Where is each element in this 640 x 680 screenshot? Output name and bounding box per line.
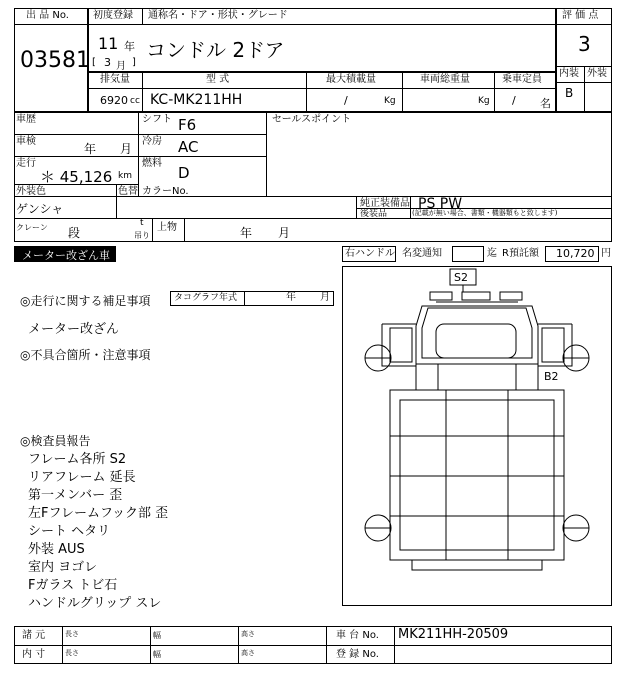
displacement-label: 排気量 xyxy=(100,74,130,85)
crane-lift-label: 吊り xyxy=(134,231,150,240)
history-label: 車歴 xyxy=(16,114,36,125)
tampered-meter-banner-text: メーター改ざん車 xyxy=(22,249,110,262)
mileage-unit: km xyxy=(118,171,132,181)
overall-grade: 3 xyxy=(578,32,591,56)
max-load-unit: Kg xyxy=(384,96,396,106)
inspector-item: 第一メンバー 歪 xyxy=(28,488,123,503)
inspector-item: Fガラス トビ石 xyxy=(28,578,118,593)
inspector-item: フレーム各所 S2 xyxy=(28,452,127,467)
tachograph-year-unit: 年 xyxy=(286,292,296,303)
lot-number: 03581 xyxy=(20,48,90,73)
fuel-label: 燃料 xyxy=(142,158,162,169)
displacement-unit: cc xyxy=(130,96,140,106)
inspector-item: リアフレーム 延長 xyxy=(28,470,136,485)
inspector-item: 室内 ヨゴレ xyxy=(28,560,98,575)
defects-label: ◎不具合箇所・注意事項 xyxy=(20,348,151,362)
inspector-item: 左Fフレームフック部 歪 xyxy=(28,506,169,521)
recycle-amount: 10,720 xyxy=(556,247,595,260)
capacity-value: / xyxy=(512,94,516,107)
equipment-value: PS PW xyxy=(418,196,463,212)
top-body-label: 上物 xyxy=(157,222,177,233)
interior-grade: B xyxy=(565,86,574,100)
right-hand-drive-label: 右ハンドル xyxy=(345,248,395,259)
max-load-label: 最大積載量 xyxy=(326,74,376,85)
capacity-label: 乗車定員 xyxy=(502,74,542,85)
cab-windshield xyxy=(436,324,516,358)
month-unit: 月 xyxy=(116,61,126,72)
first-registration-label: 初度登録 xyxy=(93,10,133,21)
inner-height-label: 高さ xyxy=(241,649,255,657)
shift-label: シフト xyxy=(142,114,172,125)
displacement-value: 6920 xyxy=(100,94,128,107)
inspection-month-unit: 月 xyxy=(120,142,133,156)
inspector-item: シート ヘタリ xyxy=(28,524,111,539)
color-change-label: 色替 xyxy=(118,186,138,197)
equipment-label: 純正装備品 xyxy=(360,198,410,209)
exterior-label: 外装 xyxy=(587,68,607,79)
recycle-until-label: 迄 xyxy=(487,248,497,259)
max-load-value: / xyxy=(344,94,348,107)
grade-label: 評 価 点 xyxy=(562,10,599,21)
aftermarket-note: (記載が無い場合、書類・機器類もと致します) xyxy=(412,209,558,217)
inspector-item: 外装 AUS xyxy=(28,542,85,557)
interior-label: 内装 xyxy=(559,68,579,79)
exterior-color-value: ゲンシャ xyxy=(16,202,64,216)
chassis-number: MK211HH-20509 xyxy=(398,627,509,642)
model-code-label: 型 式 xyxy=(206,74,230,85)
length-label: 長さ xyxy=(65,630,79,638)
gross-weight-label: 車両総重量 xyxy=(420,74,470,85)
sales-point-label: セールスポイント xyxy=(272,114,352,125)
top-body-month-unit: 月 xyxy=(278,226,291,240)
inspector-item: ハンドルグリップ スレ xyxy=(28,596,162,611)
inspection-year-unit: 年 xyxy=(84,142,97,156)
capacity-unit: 名 xyxy=(540,97,551,110)
inner-dimensions-label: 内 寸 xyxy=(22,649,46,660)
recycle-unit: 円 xyxy=(601,248,611,259)
inner-width-label: 幅 xyxy=(153,650,161,659)
aftermarket-label: 後装品 xyxy=(360,209,388,219)
mileage-value: ＊ 45,126 xyxy=(40,168,113,186)
crane-stage-unit: 段 xyxy=(68,226,81,240)
model-description-label: 通称名・ドア・形状・グレード xyxy=(148,10,288,21)
shift-value: F6 xyxy=(178,116,197,134)
inspector-report-label: ◎検査員報告 xyxy=(20,434,91,448)
tachograph-label: タコグラフ年式 xyxy=(174,293,238,303)
first-registration-year: 11 xyxy=(98,34,119,53)
tachograph-month-unit: 月 xyxy=(320,292,330,303)
aircon-label: 冷房 xyxy=(142,136,162,147)
exterior-color-label: 外装色 xyxy=(16,186,46,197)
cargo-bed xyxy=(390,390,564,560)
left-door xyxy=(416,364,438,390)
gross-weight-unit: Kg xyxy=(478,96,490,106)
aircon-value: AC xyxy=(178,138,199,156)
driving-note-text: メーター改ざん xyxy=(28,322,120,337)
s2-marker: S2 xyxy=(454,271,468,284)
inspection-label: 車検 xyxy=(16,136,36,147)
right-door xyxy=(516,364,538,390)
inner-length-label: 長さ xyxy=(65,649,79,657)
registration-number-label: 登 録 No. xyxy=(336,649,379,660)
cab-roof-left xyxy=(430,292,452,300)
chassis-number-label: 車 台 No. xyxy=(336,630,379,641)
name-change-box xyxy=(452,246,484,262)
lot-number-label: 出 品 No. xyxy=(26,10,69,21)
crane-label: クレーン xyxy=(16,223,48,232)
name-change-label: 名変通知 xyxy=(402,248,442,259)
first-registration-month: 3 xyxy=(104,56,111,69)
car-name: コンドル 2ドア xyxy=(146,38,285,62)
cab-roof-center xyxy=(462,292,490,300)
year-unit: 年 xyxy=(124,40,135,53)
fuel-value: D xyxy=(178,164,190,182)
cab-body xyxy=(416,306,538,364)
width-label: 幅 xyxy=(153,631,161,640)
rear-bumper xyxy=(412,560,542,570)
cab-roof-right xyxy=(500,292,522,300)
top-body-year-unit: 年 xyxy=(240,226,253,240)
b2-marker: B2 xyxy=(544,370,559,383)
driving-notes-label: ◎走行に関する補足事項 xyxy=(20,294,151,308)
truck-diagram-svg xyxy=(342,266,612,606)
color-code-label: カラーNo. xyxy=(142,186,189,197)
model-code-value: KC-MK211HH xyxy=(150,92,243,108)
dimensions-label: 諸 元 xyxy=(22,630,46,641)
recycle-deposit-label: R預託額 xyxy=(502,248,539,259)
crane-lift-unit: t xyxy=(140,218,144,228)
mileage-label: 走行 xyxy=(16,158,36,169)
height-label: 高さ xyxy=(241,630,255,638)
